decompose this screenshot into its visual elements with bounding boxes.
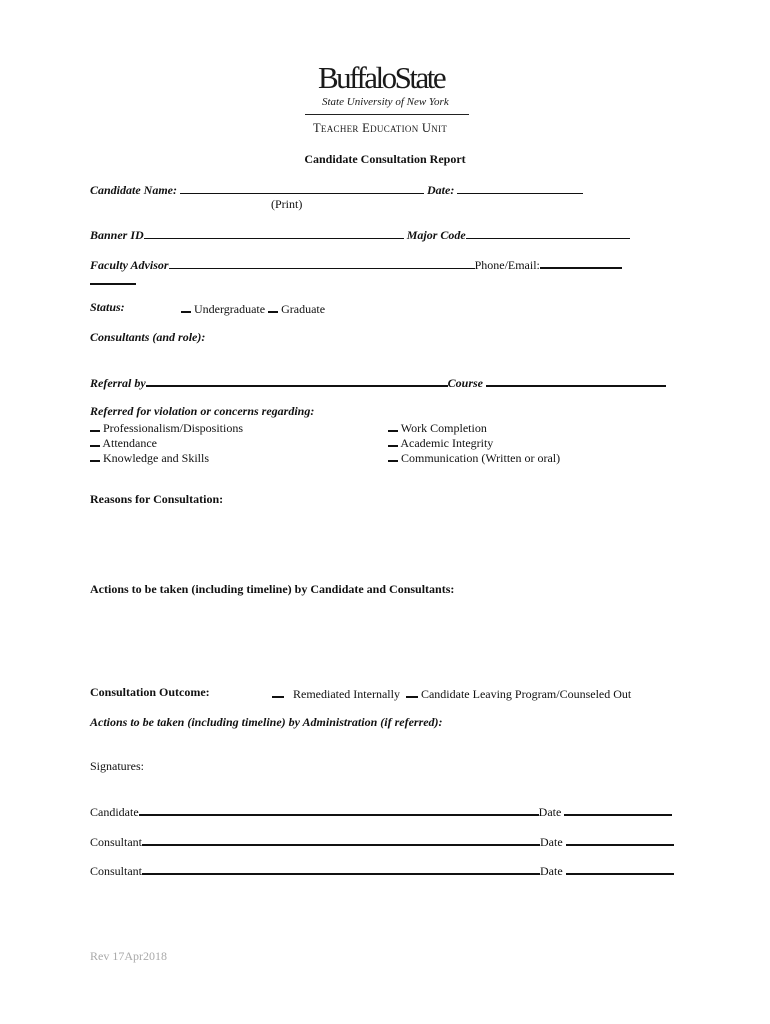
signature-date-label: Date bbox=[540, 864, 563, 878]
signature-date-field[interactable] bbox=[564, 803, 672, 816]
referral-by-label: Referral by bbox=[90, 376, 146, 390]
print-hint: (Print) bbox=[271, 197, 303, 211]
candidate-name-row bbox=[90, 182, 583, 198]
status-label: Status: bbox=[90, 300, 125, 314]
date-label: Date: bbox=[427, 183, 455, 197]
signatures-label: Signatures: bbox=[90, 759, 144, 773]
signature-field[interactable] bbox=[139, 803, 539, 816]
concern-item bbox=[90, 449, 209, 466]
concern-work-completion-label: Work Completion bbox=[400, 421, 487, 435]
major-code-field[interactable] bbox=[466, 227, 630, 239]
phone-email-label: Phone/Email: bbox=[474, 258, 540, 272]
candidate-name-label: Candidate Name: bbox=[90, 183, 177, 197]
logo-subtitle: State University of New York bbox=[322, 96, 449, 108]
outcome-options bbox=[272, 685, 631, 702]
concern-academic-integrity-label: Academic Integrity bbox=[400, 436, 494, 450]
signature-field[interactable] bbox=[142, 862, 540, 875]
concern-checkbox[interactable] bbox=[388, 419, 398, 432]
consultants-label: Consultants (and role): bbox=[90, 330, 206, 344]
status-graduate-checkbox[interactable] bbox=[268, 300, 278, 313]
major-code-label: Major Code bbox=[406, 228, 466, 242]
signature-date-field[interactable] bbox=[566, 862, 674, 875]
admin-actions-label: Actions to be taken (including timeline) by Administration (if referred): bbox=[90, 715, 443, 729]
concern-attendance-label: Attendance bbox=[102, 436, 157, 450]
phone-email-field-continued[interactable] bbox=[90, 272, 136, 285]
banner-id-label: Banner ID bbox=[90, 228, 144, 242]
outcome-remediated-label: Remediated Internally bbox=[293, 687, 400, 701]
course-label: Course bbox=[447, 376, 483, 390]
outcome-leaving-label: Candidate Leaving Program/Counseled Out bbox=[420, 687, 632, 701]
status-options bbox=[181, 300, 325, 317]
advisor-row bbox=[90, 256, 622, 273]
phone-email-field[interactable] bbox=[540, 256, 622, 269]
concern-checkbox[interactable] bbox=[90, 419, 100, 432]
date-field[interactable] bbox=[457, 182, 583, 194]
status-undergraduate-checkbox[interactable] bbox=[181, 300, 191, 313]
candidate-name-field[interactable] bbox=[180, 182, 424, 194]
faculty-advisor-label: Faculty Advisor bbox=[90, 258, 169, 272]
signature-role-label: Consultant bbox=[90, 835, 143, 849]
outcome-remediated-checkbox[interactable] bbox=[272, 685, 284, 698]
form-title: Candidate Consultation Report bbox=[304, 152, 466, 166]
banner-id-field[interactable] bbox=[144, 227, 404, 239]
actions-label: Actions to be taken (including timeline) by Candidate and Consultants: bbox=[90, 582, 455, 596]
concern-communication-label: Communication (Written or oral) bbox=[401, 451, 561, 465]
concern-checkbox[interactable] bbox=[90, 449, 100, 462]
signature-row bbox=[90, 833, 674, 850]
signature-role-label: Candidate bbox=[90, 805, 139, 819]
reasons-label: Reasons for Consultation: bbox=[90, 492, 224, 506]
logo-wordmark: BuffaloState bbox=[318, 60, 445, 95]
course-field[interactable] bbox=[486, 374, 666, 387]
concern-item bbox=[388, 449, 560, 466]
status-undergraduate-label: Undergraduate bbox=[194, 302, 266, 316]
signature-row bbox=[90, 803, 672, 820]
banner-row bbox=[90, 227, 630, 243]
outcome-label: Consultation Outcome: bbox=[90, 685, 210, 699]
referral-row bbox=[90, 374, 666, 391]
signature-field[interactable] bbox=[142, 833, 540, 846]
logo-unit-name: Teacher Education Unit bbox=[313, 121, 448, 135]
revision-footer: Rev 17Apr2018 bbox=[90, 949, 167, 963]
signature-role-label: Consultant bbox=[90, 864, 143, 878]
concern-knowledge-label: Knowledge and Skills bbox=[103, 451, 209, 465]
signature-date-field[interactable] bbox=[566, 833, 674, 846]
concern-professionalism-label: Professionalism/Dispositions bbox=[103, 421, 244, 435]
outcome-leaving-checkbox[interactable] bbox=[406, 685, 418, 698]
referral-by-field[interactable] bbox=[146, 374, 448, 387]
signature-row bbox=[90, 862, 674, 879]
logo-divider bbox=[305, 114, 469, 115]
status-graduate-label: Graduate bbox=[281, 302, 326, 316]
concern-checkbox[interactable] bbox=[388, 434, 398, 447]
signature-date-label: Date bbox=[538, 805, 562, 819]
concern-checkbox[interactable] bbox=[90, 434, 100, 447]
signature-date-label: Date bbox=[540, 835, 563, 849]
concern-checkbox[interactable] bbox=[388, 449, 398, 462]
concerns-label: Referred for violation or concerns regarding: bbox=[90, 404, 315, 418]
faculty-advisor-field[interactable] bbox=[169, 257, 475, 269]
